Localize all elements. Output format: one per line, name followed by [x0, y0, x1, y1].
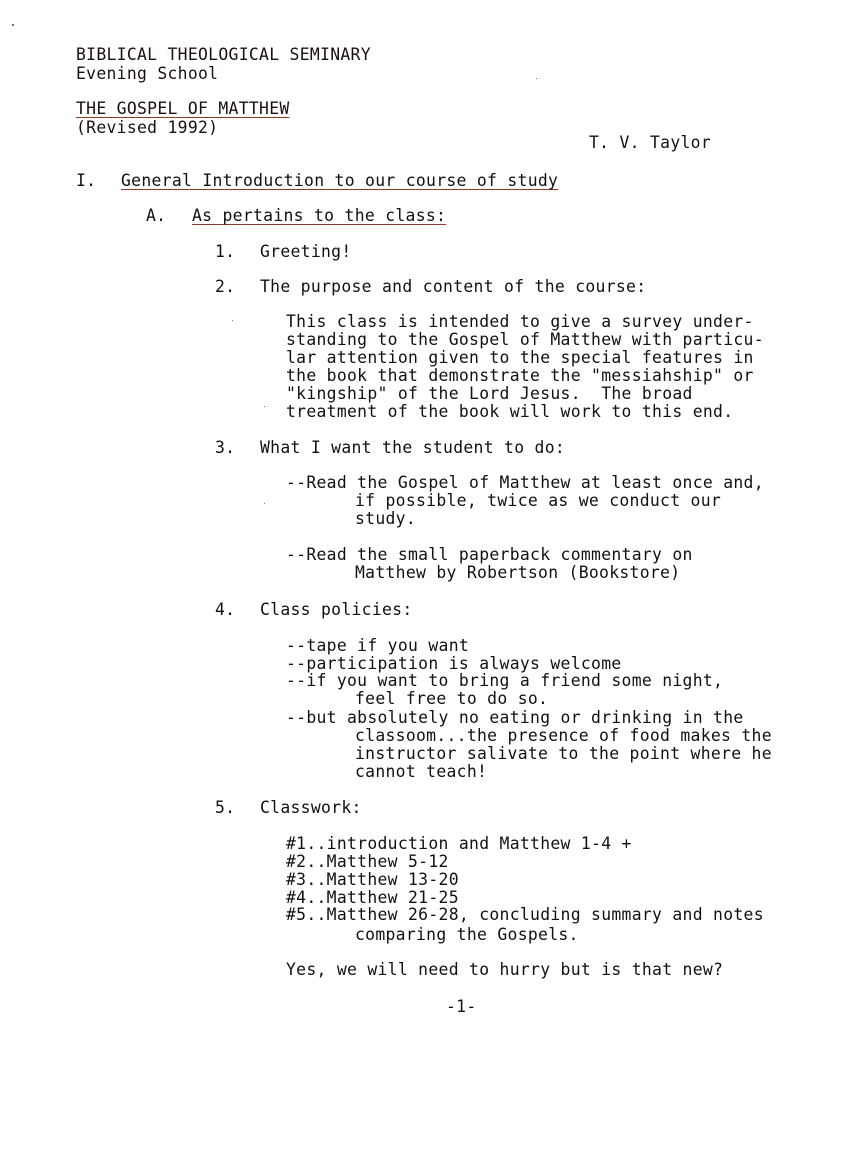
page-number: -1- — [446, 997, 477, 1016]
list-line: cannot teach! — [355, 762, 488, 781]
scan-speck — [264, 503, 265, 504]
list-line: classoom...the presence of food makes the — [355, 726, 772, 745]
scan-speck — [232, 320, 233, 321]
list-line: #4..Matthew 21-25 — [286, 888, 459, 907]
item-text: What I want the student to do: — [260, 438, 566, 457]
list-line: --Read the Gospel of Matthew at least once and, — [286, 473, 764, 492]
subsection-letter: A. — [146, 206, 167, 225]
item-number: 1. — [215, 242, 236, 261]
closing-line: Yes, we will need to hurry but is that new? — [286, 960, 724, 979]
item-text: Class policies: — [260, 600, 413, 619]
paragraph-line: lar attention given to the special features in — [286, 348, 754, 367]
list-line: #1..introduction and Matthew 1-4 + — [286, 834, 632, 853]
institution-name: BIBLICAL THEOLOGICAL SEMINARY — [76, 45, 371, 64]
item-number: 5. — [215, 798, 236, 817]
item-text: Classwork: — [260, 798, 362, 817]
list-line: feel free to do so. — [355, 689, 549, 708]
list-line: --Read the small paperback commentary on — [286, 545, 693, 564]
list-line: --participation is always welcome — [286, 654, 622, 673]
list-line: Matthew by Robertson (Bookstore) — [355, 563, 681, 582]
section-heading: General Introduction to our course of study — [121, 171, 559, 190]
list-line: study. — [355, 509, 417, 528]
list-line: --but absolutely no eating or drinking in the — [286, 708, 744, 727]
list-line: #2..Matthew 5-12 — [286, 852, 449, 871]
paragraph-line: treatment of the book will work to this end. — [286, 402, 734, 421]
paragraph-line: the book that demonstrate the "messiahship" or — [286, 366, 754, 385]
paragraph-line: standing to the Gospel of Matthew with particu- — [286, 330, 764, 349]
scan-speck — [12, 24, 14, 26]
scan-speck — [536, 78, 537, 79]
item-number: 2. — [215, 277, 236, 296]
course-title: THE GOSPEL OF MATTHEW — [76, 99, 290, 118]
list-line: comparing the Gospels. — [355, 925, 579, 944]
section-numeral: I. — [76, 171, 97, 190]
paragraph-line: "kingship" of the Lord Jesus. The broad — [286, 384, 693, 403]
paragraph-line: This class is intended to give a survey under- — [286, 312, 754, 331]
list-line: #5..Matthew 26-28, concluding summary and notes — [286, 905, 764, 924]
scan-speck — [264, 406, 265, 407]
list-line: --tape if you want — [286, 636, 470, 655]
item-number: 3. — [215, 438, 236, 457]
item-number: 4. — [215, 600, 236, 619]
revision-note: (Revised 1992) — [76, 118, 219, 137]
subsection-heading: As pertains to the class: — [192, 206, 447, 225]
school-name: Evening School — [76, 64, 219, 83]
item-text: Greeting! — [260, 242, 352, 261]
item-text: The purpose and content of the course: — [260, 277, 647, 296]
list-line: if possible, twice as we conduct our — [355, 491, 722, 510]
list-line: #3..Matthew 13-20 — [286, 870, 459, 889]
list-line: --if you want to bring a friend some night, — [286, 671, 724, 690]
instructor-name: T. V. Taylor — [589, 133, 712, 152]
list-line: instructor salivate to the point where he — [355, 744, 772, 763]
